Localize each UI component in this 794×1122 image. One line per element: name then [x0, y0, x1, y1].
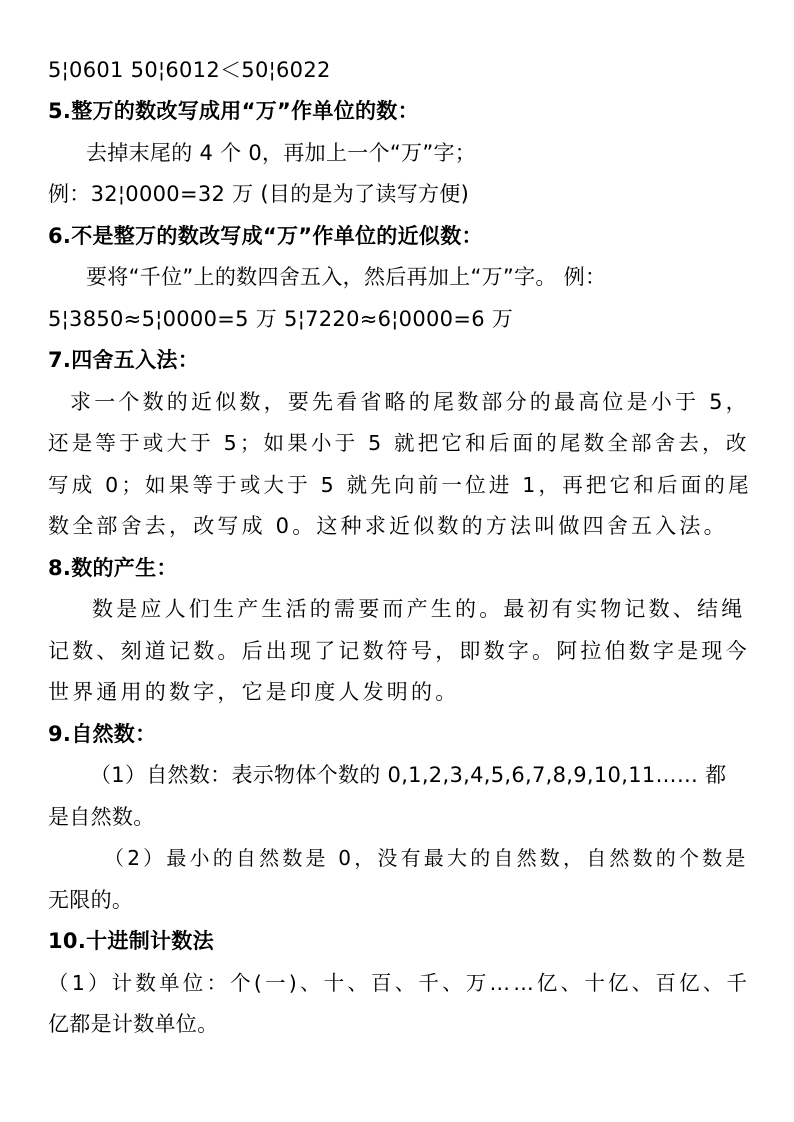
- paragraph-line: 去掉末尾的 4 个 0，再加上一个“万”字；: [86, 141, 477, 165]
- paragraph-line: 还是等于或大于 5；如果小于 5 就把它和后面的尾数全部舍去，改: [48, 431, 750, 455]
- paragraph-line: 数全部舍去，改写成 0。这种求近似数的方法叫做四舍五入法。: [48, 514, 728, 538]
- heading-section-7: 7.四舍五入法：: [48, 348, 199, 372]
- paragraph-line: 数是应人们生产生活的需要而产生的。最初有实物记数、结绳: [92, 597, 746, 621]
- heading-section-8: 8.数的产生：: [48, 556, 178, 580]
- example-line: 例：32¦0000=32 万 (目的是为了读写方便): [48, 182, 470, 206]
- paragraph-line: （1）计数单位：个(一)、十、百、千、万……亿、十亿、百亿、千: [48, 971, 751, 995]
- heading-section-6: 6.不是整万的数改写成“万”作单位的近似数：: [48, 224, 483, 248]
- paragraph-line: （1）自然数：表示物体个数的 0,1,2,3,4,5,6,7,8,9,10,11…… 都: [90, 763, 727, 787]
- paragraph-line: （2）最小的自然数是 0，没有最大的自然数，自然数的个数是: [104, 846, 749, 870]
- paragraph-line: 求一个数的近似数，要先看省略的尾数部分的最高位是小于 5，: [70, 390, 750, 414]
- paragraph-line: 是自然数。: [48, 805, 155, 829]
- paragraph-line: 亿都是计数单位。: [48, 1012, 219, 1036]
- heading-section-5: 5.整万的数改写成用“万”作单位的数：: [48, 99, 419, 123]
- comparison-example: 5¦0601 50¦6012＜50¦6022: [48, 58, 331, 82]
- paragraph-line: 世界通用的数字，它是印度人发明的。: [48, 680, 460, 704]
- paragraph-line: 写成 0；如果等于或大于 5 就先向前一位进 1，再把它和后面的尾: [48, 473, 752, 497]
- paragraph-line: 要将“千位”上的数四舍五入，然后再加上“万”字。 例：: [86, 265, 607, 289]
- heading-section-10: 10.十进制计数法: [48, 929, 214, 953]
- paragraph-line: 记数、刻道记数。后出现了记数符号，即数字。阿拉伯数字是现今: [48, 639, 750, 663]
- example-line: 5¦3850≈5¦0000=5 万 5¦7220≈6¦0000=6 万: [48, 307, 514, 331]
- paragraph-line: 无限的。: [48, 888, 134, 912]
- heading-section-9: 9.自然数：: [48, 722, 157, 746]
